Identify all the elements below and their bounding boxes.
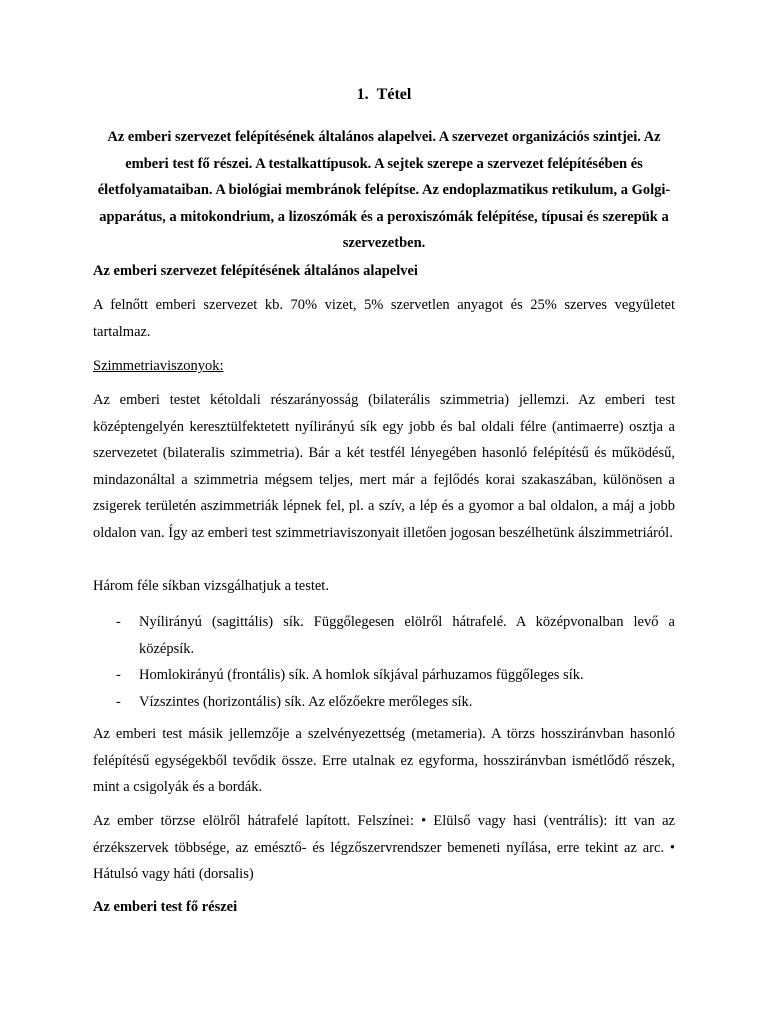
paragraph-composition: A felnőtt emberi szervezet kb. 70% vizet, 5% szervetlen anyagot és 25% szerves vegyületet tartalmaz. xyxy=(93,297,675,340)
paragraph-metameria: Az emberi test másik jellemzője a szelvényezettség (metameria). A törzs hossziránvban hasonló felépítésű egységekből tevődik össze. Erre utalnak ez egyforma, hossziránvban ismétlődő részek, mint a csigolyák és a bordák. xyxy=(93,726,675,795)
list-item-text: Vízszintes (horizontális) sík. Az előzőekre merőleges sík. xyxy=(139,693,473,710)
list-dash: - xyxy=(116,693,121,710)
list-dash: - xyxy=(116,614,121,630)
section-heading-body-parts: Az emberi test fő részei xyxy=(93,899,238,915)
list-item-text: Homlokirányú (frontális) sík. A homlok síkjával párhuzamos függőleges sík. xyxy=(139,667,584,683)
title-number: 1. xyxy=(356,86,369,103)
planes-intro: Három féle síkban vizsgálhatjuk a testet. xyxy=(93,578,329,594)
planes-list xyxy=(116,609,675,715)
list-item xyxy=(116,689,675,716)
symmetry-heading: Szimmetriaviszonyok: xyxy=(93,358,224,374)
page-title xyxy=(0,86,768,104)
section-heading-principles: Az emberi szervezet felépítésének általános alapelvei xyxy=(93,263,418,279)
paragraph-trunk-surfaces: Az ember törzse elölről hátrafelé lapított. Felszínei: • Elülső vagy hasi (ventrális): itt van az érzékszervek többsége, az emésztő- és légzőszervrendszer bemeneti nyílása, erre tekint az arc. • Hátulsó vagy háti (dorsalis) xyxy=(93,813,675,882)
list-item xyxy=(116,609,675,662)
list-dash: - xyxy=(116,667,121,683)
list-item-text: Nyílirányú (sagittális) sík. Függőlegesen elölről hátrafelé. A középvonalban levő a középsík. xyxy=(139,614,675,657)
list-item xyxy=(116,662,675,689)
topic-intro: Az emberi szervezet felépítésének általános alapelvei. A szervezet organizációs szintjei. Az emberi test fő részei. A testalkattípusok. A sejtek szerepe a szervezet felépítésében és életfolyamataiban. A biológiai membránok felépítse. Az endoplazmatikus retikulum, a Golgi-apparátus, a mitokondrium, a lizoszómák és a peroxiszómák felépítése, típusai és szerepük a szervezetben. xyxy=(97,129,671,251)
title-text: Tétel xyxy=(376,86,412,103)
paragraph-symmetry: Az emberi testet kétoldali részarányosság (bilaterális szimmetria) jellemzi. Az emberi test középtengelyén keresztülfektetett nyílirányú sík egy jobb és bal oldali félre (antimaerre) osztja a szervezetet (bilateralis szimmetria). Bár a két testfél lényegében hasonló felépítésű és működésű, mindazonáltal a szimmetria mégsem teljes, mert már a fejlődés korai szakaszában, különösen a zsigerek területén aszimmetriák lépnek fel, pl. a szív, a lép és a gyomor a bal oldalon, a máj a jobb oldalon van. Így az emberi test szimmetriaviszonyait illetően jogosan beszélhetünk álszimmetriáról. xyxy=(93,392,675,541)
